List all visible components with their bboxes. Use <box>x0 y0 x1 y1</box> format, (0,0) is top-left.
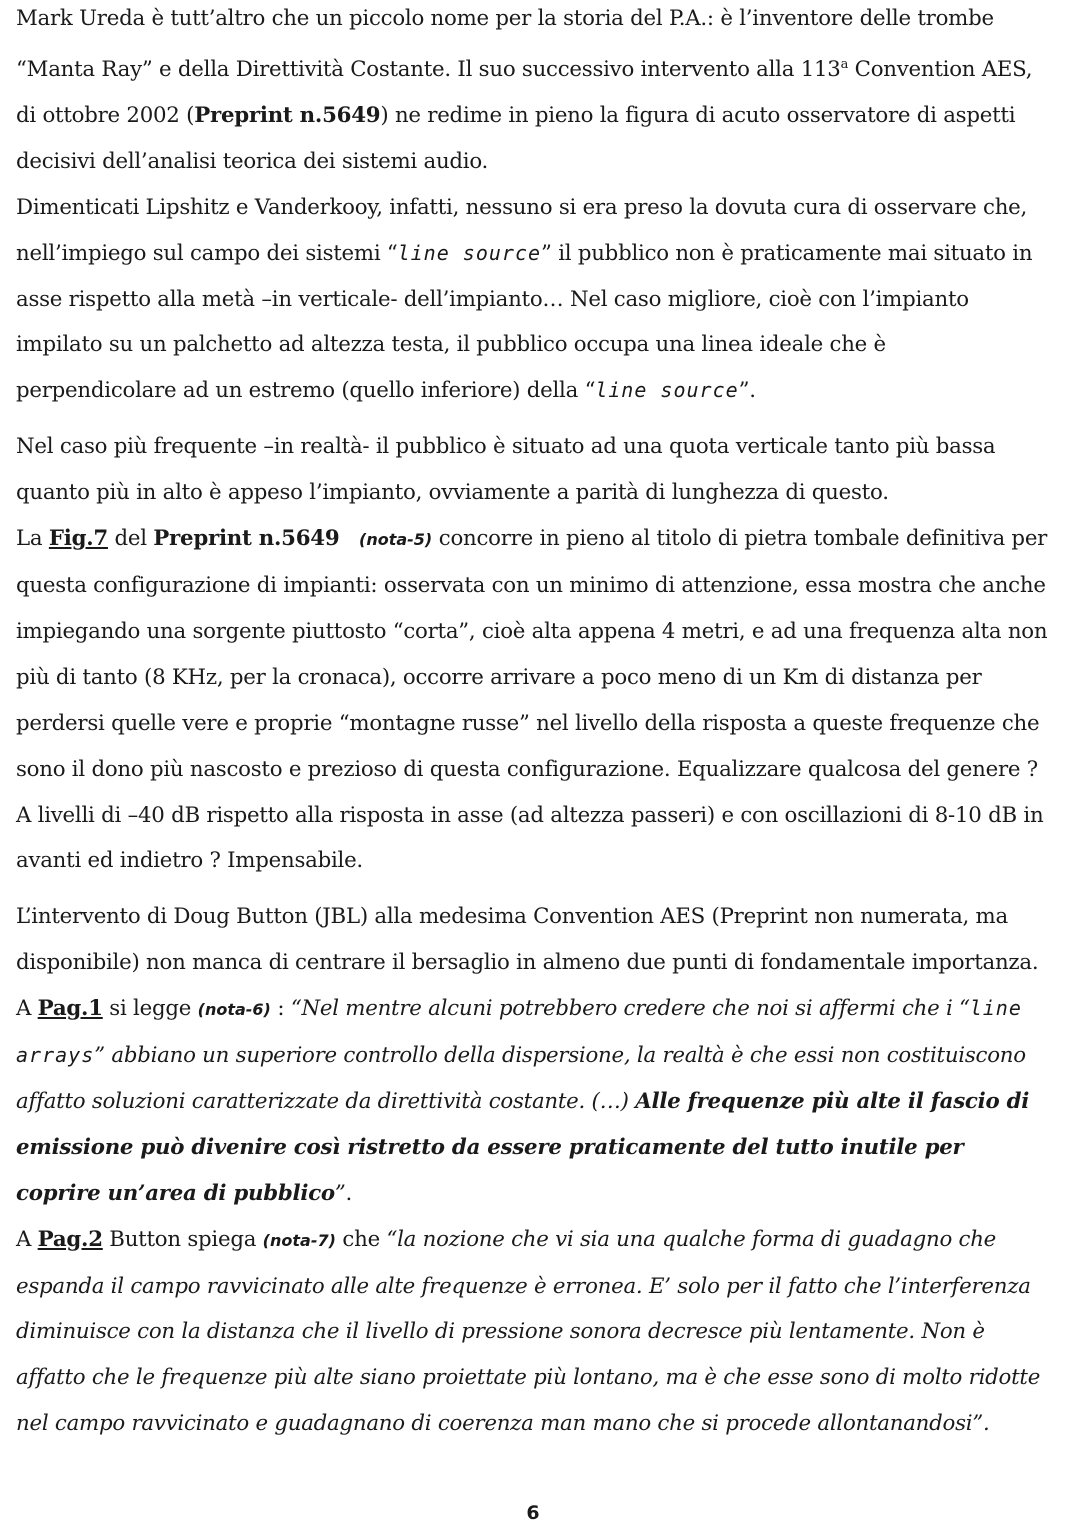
term-line-arrays: line arrays <box>16 996 1022 1068</box>
footnote-ref[interactable]: (nota-7) <box>262 1230 336 1250</box>
superscript: a <box>840 56 849 72</box>
document-page <box>16 0 1052 1447</box>
text: La <box>16 526 49 552</box>
paragraph-ureda <box>16 0 1052 185</box>
text: ” il pubblico non è praticamente mai situato in asse rispetto alla metà –in verticale- dell’impianto… Nel caso migliore, cioè con l’impianto impilato su un palchetto ad altezza testa, il pubblico occupa una linea ideale che è perpendicolare ad un estremo (quello inferiore) della “ <box>16 240 1033 404</box>
quote: ” abbiano un superiore controllo della dispersione, la realtà è che essi non costituiscono affatto soluzioni caratterizzate da direttività costante. (…) <box>16 1043 1026 1114</box>
text: . <box>345 1180 353 1206</box>
paragraph-fig7 <box>16 516 1052 884</box>
text: Dimenticati Lipshitz e Vanderkooy, infatti, nessuno si era preso la dovuta cura di osservare che, nell’impiego sul campo dei sistemi “ <box>16 194 1028 266</box>
page-link[interactable]: Pag.2 <box>37 1226 103 1252</box>
text: del <box>107 526 154 552</box>
text: A <box>16 1226 38 1252</box>
paragraph-button <box>16 894 1052 1216</box>
paragraph-line-source <box>16 185 1052 415</box>
paragraph-pag2 <box>16 1217 1052 1448</box>
term-line-source: line source <box>595 378 739 403</box>
text: concorre in pieno al titolo di pietra tombale definitiva per questa configurazione di impianti: osservata con un minimo di attenzione, essa mostra che anche impiegando una sorgente piuttosto “corta”, cioè alta appena 4 metri, e ad una frequenza alta non più di tanto (8 KHz, per la cronaca), occorre arrivare a poco meno di un Km di distanza per perdersi quelle vere e proprie “montagne russe” nel livello della risposta a queste frequenze che sono il dono più nascosto e prezioso di questa configurazione. Equalizzare qualcosa del genere ? A livelli di –40 dB rispetto alla risposta in asse (ad altezza passeri) e con oscillazioni di 8-10 dB in avanti ed indietro ? Impensabile. <box>16 526 1048 874</box>
quote-emphasis: Alle frequenze più alte il fascio di emissione può divenire così ristretto da essere praticamente del tutto inutile per coprire un’area di pubblico <box>16 1088 1030 1206</box>
term-line-source: line source <box>397 240 542 265</box>
page-number: 6 <box>526 1502 540 1524</box>
text: Convention AES, di ottobre 2002 ( <box>16 57 1033 128</box>
preprint-ref: Preprint n.5649 <box>153 526 340 552</box>
quote: “la nozione che vi sia una qualche forma di guadagno che espanda il campo ravvicinato alle alte frequenze è erronea. E’ solo per il fatto che l’interferenza diminuisce con la distanza che il livello di pressione sonora decresce più lentamente. Non è affatto che le frequenze più alte siano proiettate più lontano, ma è che esse sono di molto ridotte nel campo ravvicinato e guadagnano di coerenza man mano che si procede allontanandosi”. <box>16 1226 1041 1437</box>
text: che <box>335 1226 387 1252</box>
text: Nel caso più frequente –in realtà- il pubblico è situato ad una quota verticale tanto più bassa quanto più in alto è appeso l’impianto, ovviamente a parità di lunghezza di questo. <box>16 434 996 506</box>
quote-end: ” <box>334 1180 346 1206</box>
footnote-ref[interactable]: (nota-5) <box>359 530 433 550</box>
quote: “Nel mentre alcuni potrebbero credere che noi si affermi che i “ <box>290 996 970 1022</box>
text: si legge <box>102 996 198 1022</box>
text: ”. <box>738 378 756 404</box>
text: Mark Ureda è tutt’altro che un piccolo nome per la storia del P.A.: è l’inventore delle trombe “Manta Ray” e della Direttività Costante. Il suo successivo intervento alla 113 <box>16 6 994 82</box>
page-link[interactable]: Pag.1 <box>37 996 103 1022</box>
paragraph-frequent-case <box>16 424 1052 516</box>
footnote-ref[interactable]: (nota-6) <box>197 1000 271 1020</box>
preprint-ref: Preprint n.5649 <box>194 102 381 128</box>
fig-link[interactable]: Fig.7 <box>48 526 108 552</box>
text: ) ne redime in pieno la figura di acuto osservatore di aspetti decisivi dell’analisi teorica dei sistemi audio. <box>16 102 1016 174</box>
text: : <box>270 996 291 1022</box>
text: Button spiega <box>102 1226 263 1252</box>
text: L’intervento di Doug Button (JBL) alla medesima Convention AES (Preprint non numerata, ma disponibile) non manca di centrare il bersaglio in almeno due punti di fondamentale importanza. A <box>16 904 1039 1022</box>
